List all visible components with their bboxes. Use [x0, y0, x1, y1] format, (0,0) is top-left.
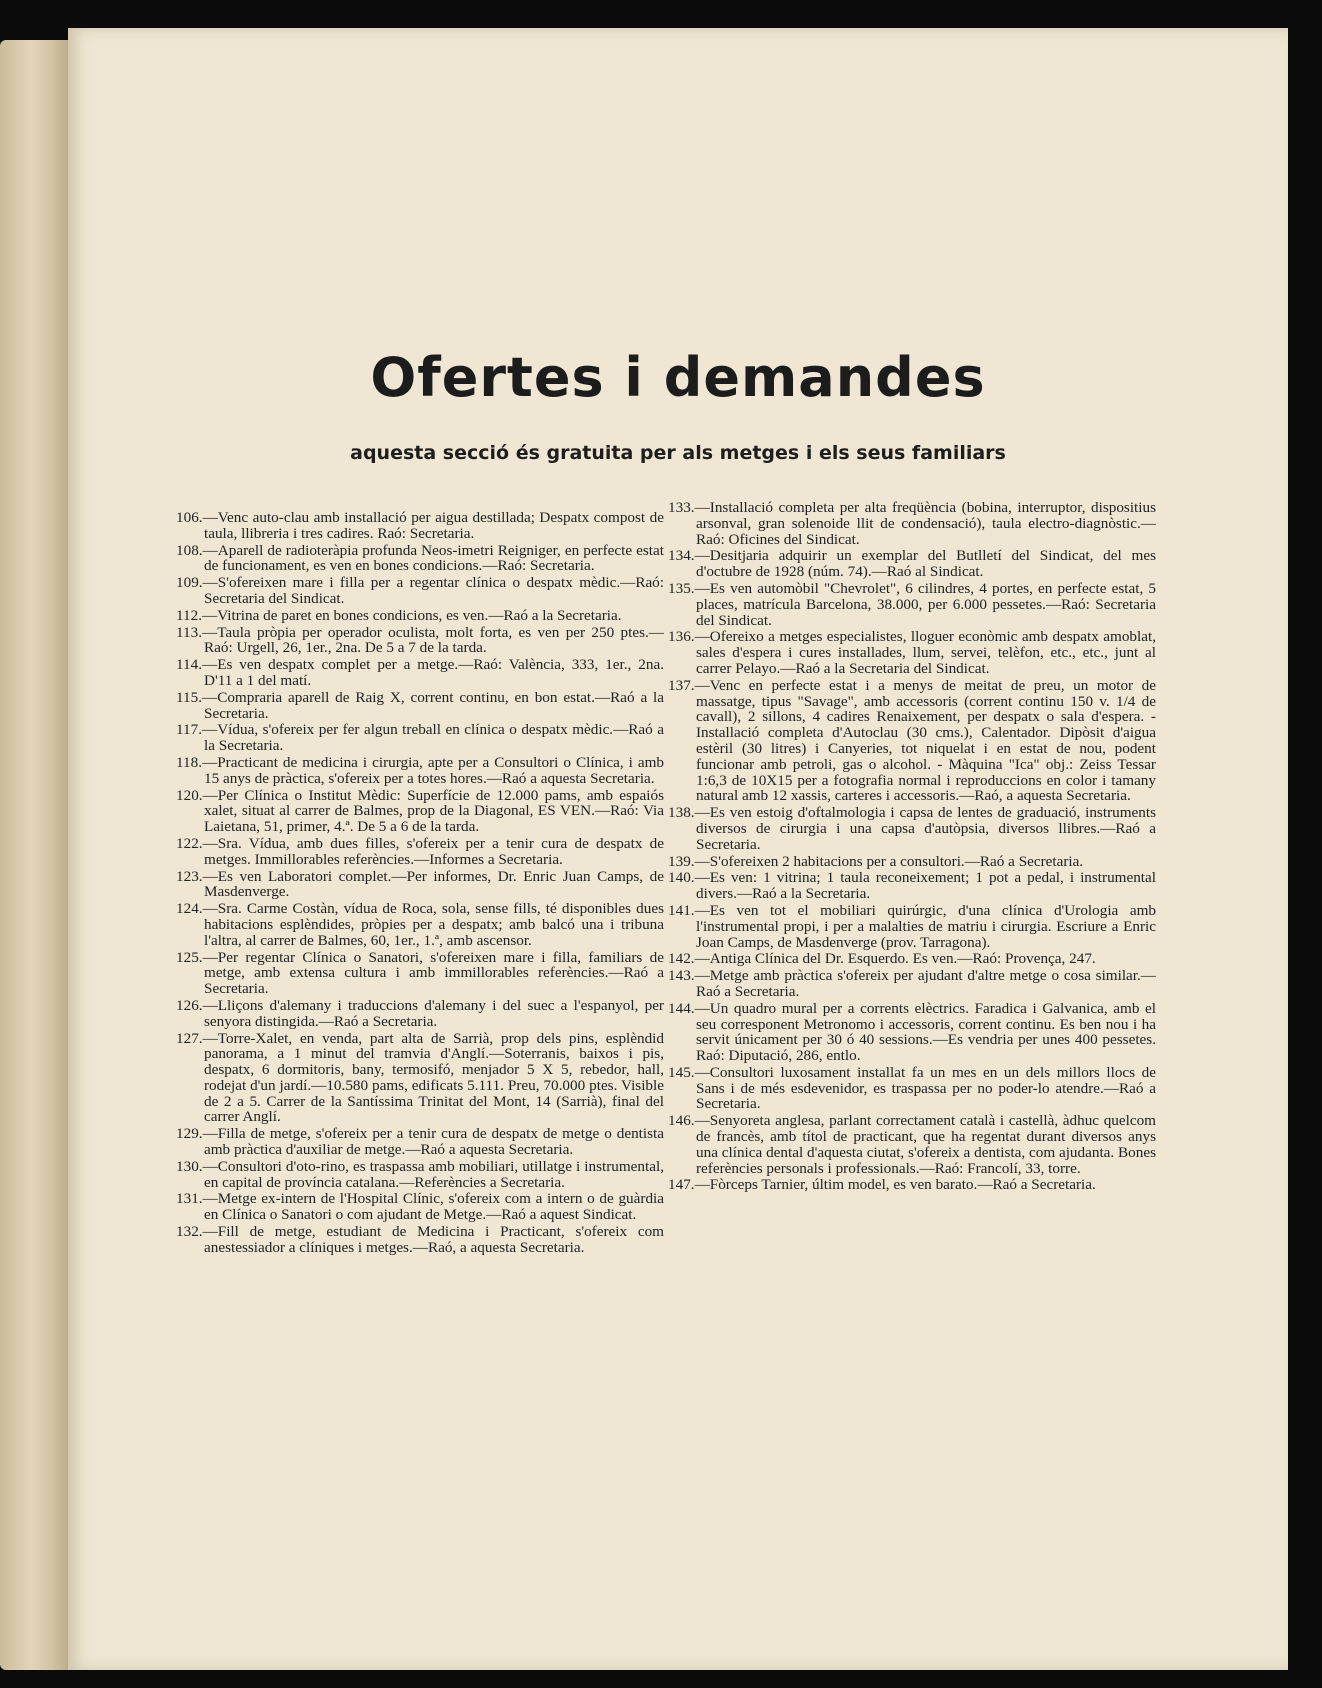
ad-entry: 143.—Metge amb pràctica s'ofereix per ajudant d'altre metge o cosa similar.—Raó a Secretaria.: [668, 967, 1156, 1000]
ad-entry: 127.—Torre-Xalet, en venda, part alta de Sarrià, prop dels pins, esplèndid panorama, a 1 minut del tramvia d'Anglí.—Soterranis, baixos i pis, despatx, 6 dormitoris, bany, termosifó, menjador 5 X 5, rebedor, hall, rodejat d'un jardí.—10.580 pams, edificats 5.111. Preu, 70.000 ptes. Visible de 2 a 5. Carrer de la Santíssima Trinitat del Mont, 14 (Sarrià), final del carrer Anglí.: [176, 1029, 664, 1126]
ad-entry: 129.—Filla de metge, s'ofereix per a tenir cura de despatx de metge o dentista amb pràctica d'auxiliar de metge.—Raó a aquesta Secretaria.: [176, 1125, 664, 1159]
page: [68, 28, 1288, 1670]
ad-entry: 147.—Fòrceps Tarnier, últim model, es ven barato.—Raó a Secretaria.: [668, 1176, 1096, 1194]
ad-entry: 137.—Venc en perfecte estat i a menys de meitat de preu, un motor de massatge, tipus "Savage", amb accessoris (corrent continu 150 v. 1/4 de cavall), 2 sillons, 4 cadires Renaixement, per despatx o sala d'espera. - Installació completa d'Autoclau (30 cms.), Calentador. Dipòsit d'aigua estèril (30 litres) i Canyeries, tot niquelat i en estat de nou, podent funcionar amb petroli, gas o alcohol. - Màquina "Ica" obj.: Zeiss Tessar 1:6,3 de 10X15 per a fotografia normal i reproduccions en color i tamany natural amb 12 xassis, carteres i accessoris.—Raó, a aquesta Secretaria.: [668, 676, 1156, 805]
ad-entry: 130.—Consultori d'oto-rino, es traspassa amb mobiliari, utillatge i instrumental, en capital de província catalana.—Referències a Secretaria.: [176, 1157, 664, 1191]
ad-entry: 115.—Compraria aparell de Raig X, corrent continu, en bon estat.—Raó a la Secretaria.: [176, 688, 664, 722]
ad-entry: 109.—S'ofereixen mare i filla per a regentar clínica o despatx mèdic.—Raó: Secretaria del Sindicat.: [176, 574, 664, 607]
ad-entry: 125.—Per regentar Clínica o Sanatori, s'ofereixen mare i filla, familiars de metge, amb extensa cultura i amb immillorables referències.—Raó a Secretaria.: [176, 948, 664, 998]
ad-entry: 145.—Consultori luxosament installat fa un mes en un dels millors llocs de Sans i de més esdevenidor, es traspassa per no poder-lo atendre.—Raó a Secretaria.: [668, 1063, 1156, 1113]
ad-entry: 118.—Practicant de medicina i cirurgia, apte per a Consultori o Clínica, i amb 15 anys de pràctica, s'ofereix per a totes hores.—Raó a aquesta Secretaria.: [176, 753, 664, 787]
ad-entry: 136.—Ofereixo a metges especialistes, lloguer econòmic amb despatx amoblat, sales d'espera i cures installades, llum, servei, telèfon, etc., etc., junt al carrer Pelayo.—Raó a la Secretaria del Sindicat.: [668, 628, 1156, 677]
ad-entry: 122.—Sra. Vídua, amb dues filles, s'ofereix per a tenir cura de despatx de metges. Immillorables referències.—Informes a Secretaria.: [176, 834, 664, 868]
ad-entry: 120.—Per Clínica o Institut Mèdic: Superfície de 12.000 pams, amb espaiós xalet, situat al carrer de Balmes, prop de la Diagonal, ES VEN.—Raó: Via Laietana, 51, primer, 4.ª. De 5 a 6 de la tarda.: [176, 786, 664, 836]
ad-entry: 144.—Un quadro mural per a corrents elèctrics. Faradica i Galvanica, amb el seu corresponent Metronomo i accessoris, corrent continu. Es ben nou i ha servit únicament per 30 ó 40 sessions.—Es vendria per unes 400 pessetes. Raó: Diputació, 286, entlo.: [668, 999, 1156, 1065]
ad-entry: 131.—Metge ex-intern de l'Hospital Clínic, s'ofereix com a intern o de guàrdia en Clínica o Sanatori o com ajudant de Metge.—Raó a aquest Sindicat.: [176, 1190, 664, 1224]
ad-entry: 112.—Vitrina de paret en bones condicions, es ven.—Raó a la Secretaria.: [176, 606, 622, 624]
ad-entry: 126.—Lliçons d'alemany i traduccions d'alemany i del suec a l'espanyol, per senyora distingida.—Raó a Secretaria.: [176, 996, 664, 1030]
right-column: [668, 500, 1156, 1194]
ad-entry: 141.—Es ven tot el mobiliari quirúrgic, d'una clínica d'Urologia amb l'instrumental propi, i per a malalties de matriu i cirurgia. Escriure a Enric Joan Camps, de Masdenverge (prov. Tarragona).: [668, 901, 1156, 951]
page-subtitle: aquesta secció és gratuita per als metges i els seus familiars: [350, 442, 1006, 464]
book-spine: [0, 40, 70, 1670]
ad-entry: 140.—Es ven: 1 vitrina; 1 taula reconeixement; 1 pot a pedal, i instrumental divers.—Raó a la Secretaria.: [668, 869, 1156, 903]
ad-entry: 123.—Es ven Laboratori complet.—Per informes, Dr. Enric Juan Camps, de Masdenverge.: [176, 867, 664, 901]
ad-entry: 142.—Antiga Clínica del Dr. Esquerdo. Es ven.—Raó: Provença, 247.: [668, 950, 1096, 968]
ad-entry: 117.—Vídua, s'ofereix per fer algun treball en clínica o despatx mèdic.—Raó a la Secretaria.: [176, 721, 664, 755]
ad-entry: 108.—Aparell de radioteràpia profunda Neos-imetri Reigniger, en perfecte estat de funcionament, es ven en bones condicions.—Raó: Secretaria.: [176, 541, 664, 575]
ad-entry: 135.—Es ven automòbil "Chevrolet", 6 cilindres, 4 portes, en perfecte estat, 5 places, matrícula Barcelona, 38.000, per 6.000 pessetes.—Raó: Secretaria del Sindicat.: [668, 579, 1156, 629]
ad-entry: 113.—Taula pròpia per operador oculista, molt forta, es ven per 250 ptes.—Raó: Urgell, 26, 1er., 2na. De 5 a 7 de la tarda.: [176, 623, 664, 657]
ad-entry: 124.—Sra. Carme Costàn, vídua de Roca, sola, sense fills, té disponibles dues habitacions esplèndides, pròpies per a despatx; amb balcó una i tribuna l'altra, al carrer de Balmes, 60, 1er., 1.ª, amb ascensor.: [176, 900, 664, 949]
ad-entry: 146.—Senyoreta anglesa, parlant correctament català i castellà, àdhuc quelcom de francès, amb títol de practicant, que ha regentat durant diversos anys una clínica dental d'aquesta ciutat, s'ofereix a dentista, com ajudanta. Bones referències personals i professionals.—Raó: Francolí, 33, torre.: [668, 1112, 1156, 1177]
ad-entry: 134.—Desitjaria adquirir un exemplar del Butlletí del Sindicat, del mes d'octubre de 1928 (núm. 74).—Raó al Sindicat.: [668, 547, 1156, 581]
ad-entry: 139.—S'ofereixen 2 habitacions per a consultori.—Raó a Secretaria.: [668, 852, 1084, 870]
ad-entry: 138.—Es ven estoig d'oftalmologia i capsa de lentes de graduació, instruments diversos de cirurgia i una capsa d'autòpsia, diversos llibres.—Raó a Secretaria.: [668, 804, 1156, 853]
ad-entry: 114.—Es ven despatx complet per a metge.—Raó: València, 333, 1er., 2na. D'11 a 1 del matí.: [176, 656, 664, 689]
ad-entry: 106.—Venc auto-clau amb installació per aigua destillada; Despatx compost de taula, llibreria i tres cadires. Raó: Secretaria.: [176, 509, 664, 542]
left-column: [176, 510, 664, 1257]
ad-entry: 132.—Fill de metge, estudiant de Medicina i Practicant, s'ofereix com anestessiador a clíniques i metges.—Raó, a aquesta Secretaria.: [176, 1223, 664, 1256]
ad-entry: 133.—Installació completa per alta freqüència (bobina, interruptor, dispositius arsonval, gran solenoide llit de condensació), taula electro-diagnòstic.—Raó: Oficines del Sindicat.: [668, 499, 1156, 548]
page-title: Ofertes i demandes: [370, 346, 986, 409]
